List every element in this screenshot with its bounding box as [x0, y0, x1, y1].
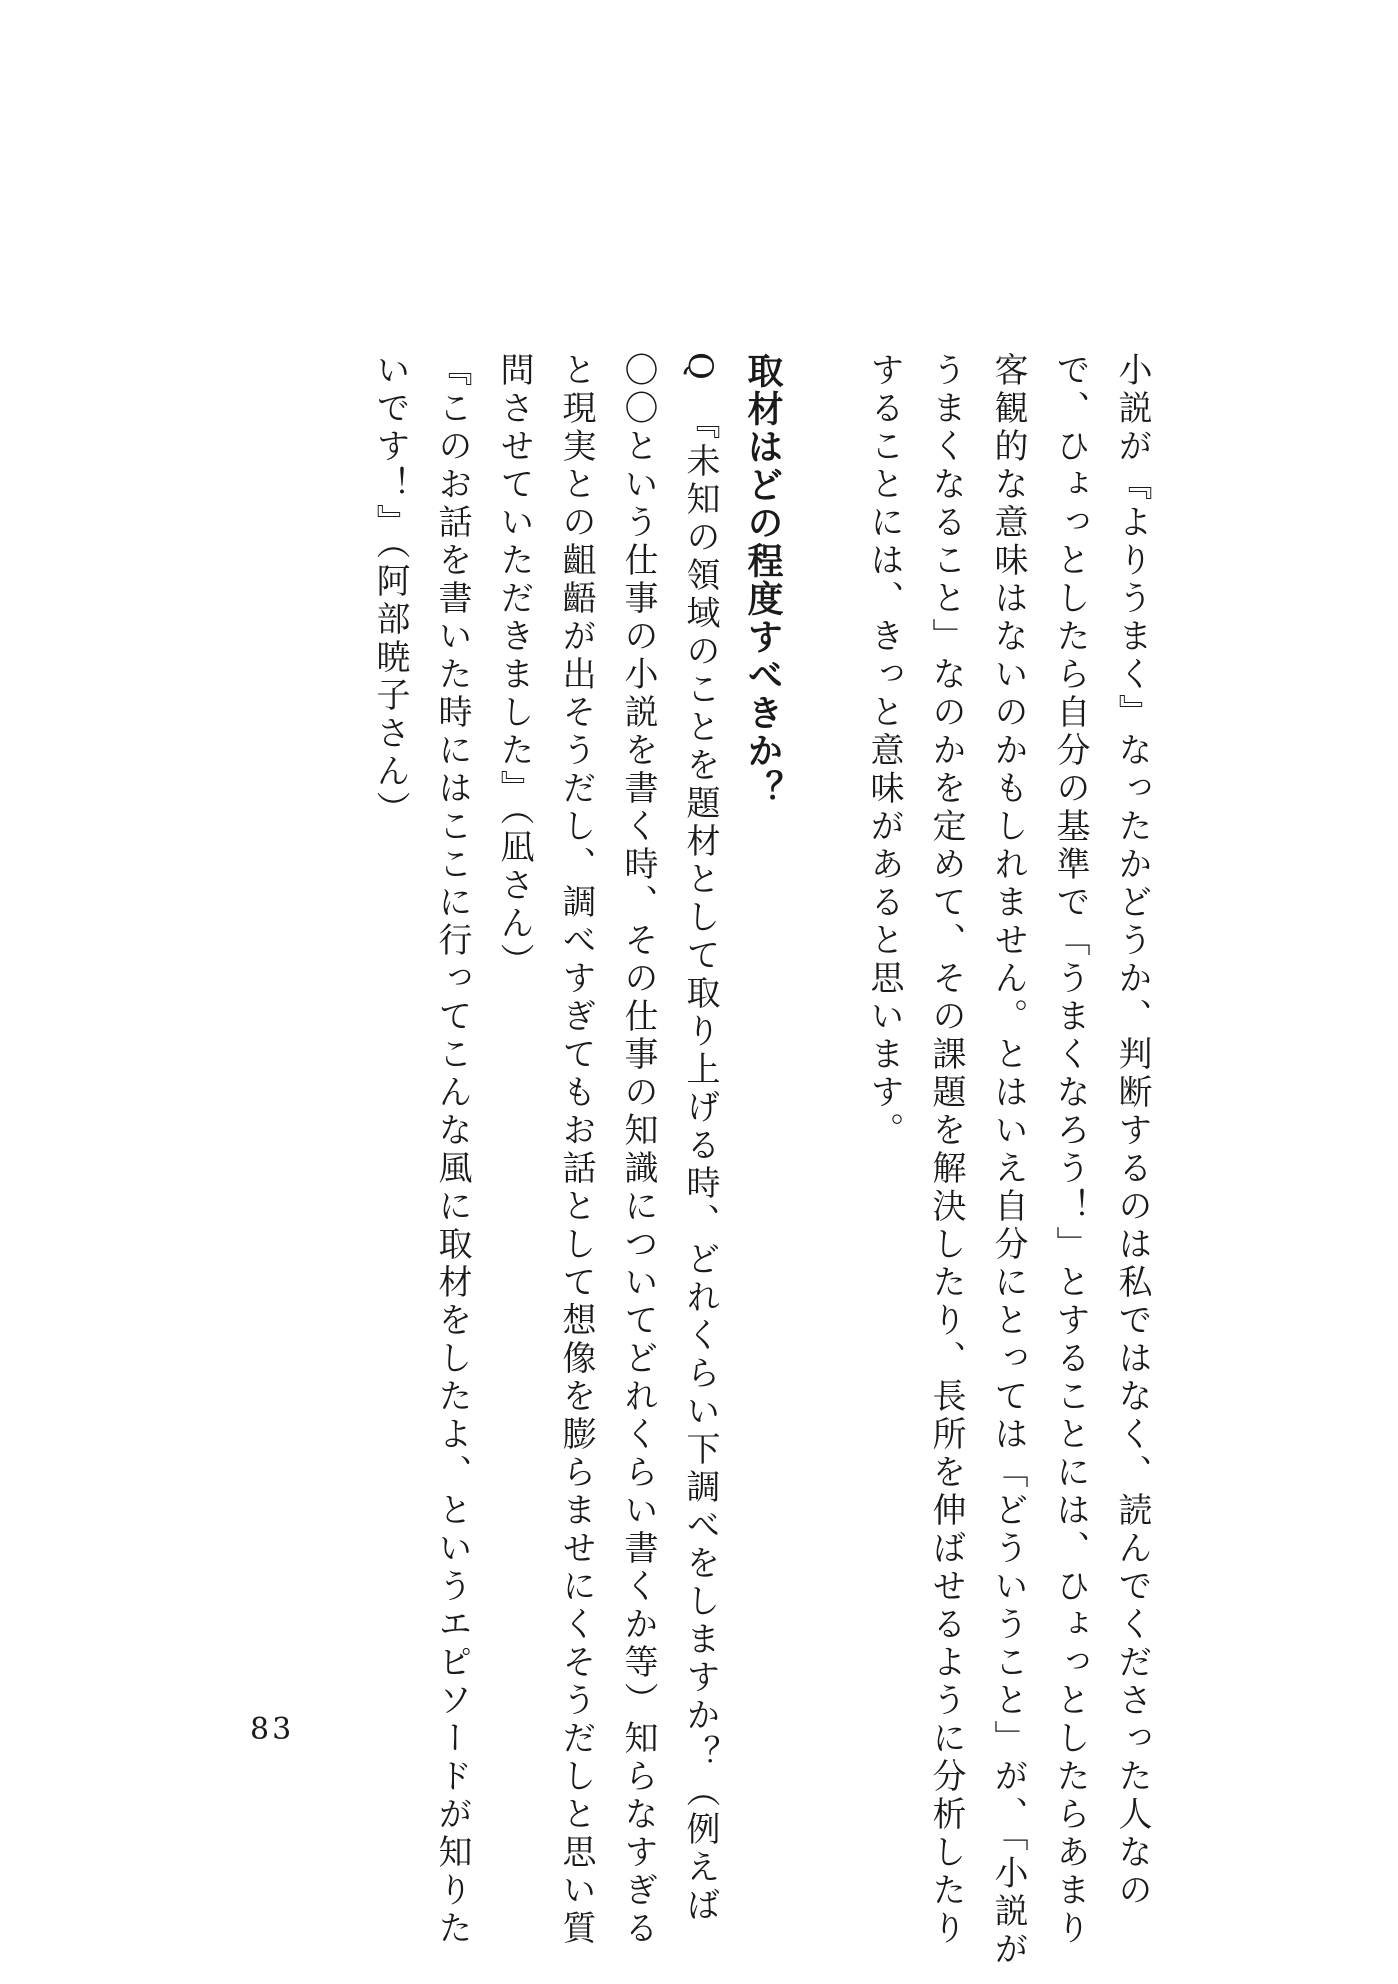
question-line: 問させていただきました』（凪さん）	[494, 352, 534, 981]
quote-line: いです！』（阿部暁子さん）	[370, 352, 410, 829]
paragraph-line: 客観的な意味はないのかもしれません。とはいえ自分にとっては「どういうこと」が、「小説が	[988, 352, 1028, 1969]
section-spacer	[793, 352, 853, 1682]
quote-line: 『このお話を書いた時にはここに行ってこんな風に取材をしたよ、というエピソードが知りた	[432, 352, 472, 1948]
paragraph-line: することには、きっと意味があると思います。	[864, 352, 904, 1150]
paragraph-line: 小説が『よりうまく』なったかどうか、判断するのは私ではなく、読んでくださった人なの	[1112, 352, 1152, 1910]
paragraph-line: うまくなること」なのかを定めて、その課題を解決したり、長所を伸ばせるように分析したり	[926, 352, 966, 1948]
question-line: 〇〇という仕事の小説を書く時、その仕事の知識についてどれくらい書くか等）知らなすぎる	[618, 352, 658, 1948]
question-line: Q 『未知の領域のことを題材として取り上げる時、どれくらい下調べをしますか？（例えば	[680, 352, 720, 1925]
question-line: と現実との齟齬が出そうだし、調べすぎてもお話として想像を膨らませにくそうだしと思い質	[556, 352, 596, 1948]
section-heading: 取材はどの程度すべきか？	[742, 352, 783, 808]
vertical-text-body	[359, 352, 1163, 1969]
paragraph-line: で、ひょっとしたら自分の基準で「うまくなろう！」とすることには、ひょっとしたらあまり	[1050, 352, 1090, 1948]
page-number: 83	[250, 1712, 295, 1747]
